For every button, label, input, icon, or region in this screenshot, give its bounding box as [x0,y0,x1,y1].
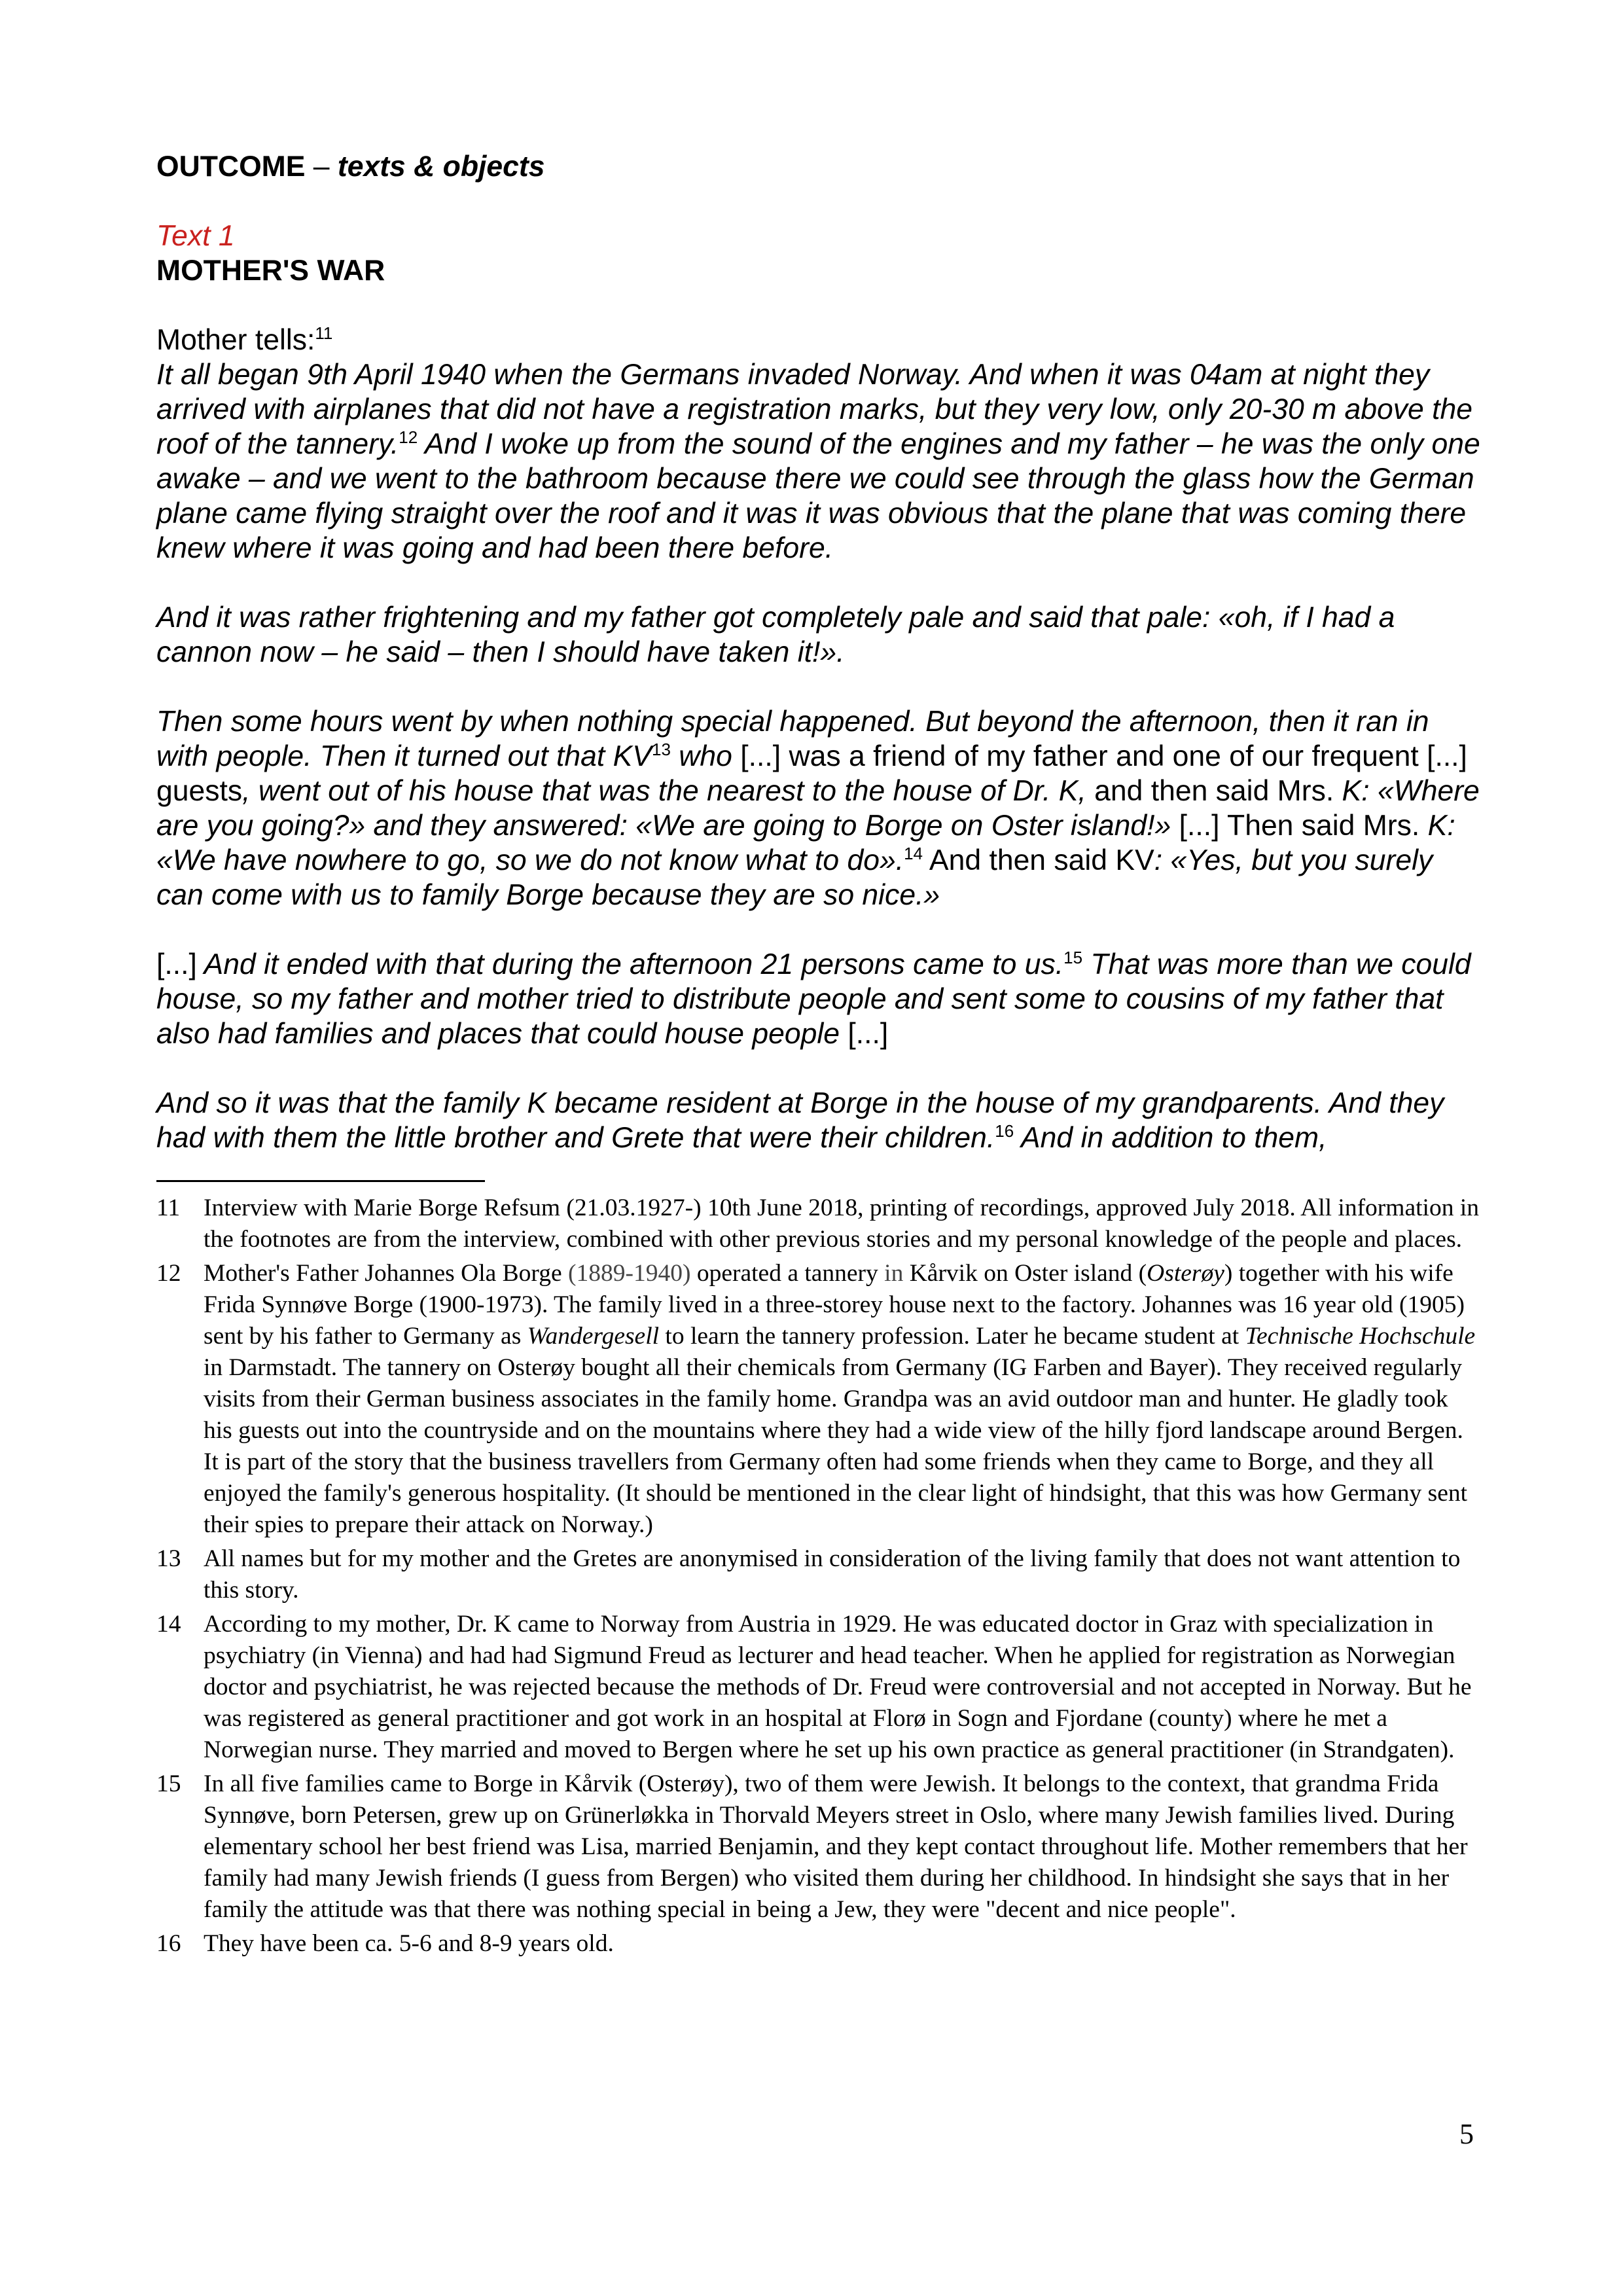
p4-s1: [...] [156,948,197,980]
p3-s1: Then some hours went by when nothing special happened. But beyond the afternoon, then it ran in with people. Then it turned out that KV [156,706,1429,772]
footnote-number: 14 [156,1611,181,1638]
fn12-j: in Darmstadt. The tannery on Osterøy bought all their chemicals from Germany (IG Farben and Bayer). They received regularly visits from their German business associates in the family home. Grandpa was an avid outdoor man and hunter. He gladly took his guests out into the countryside and on the mountains where they had a wide view of the hilly fjord landscape around Bergen. It is part of the story that the business travellers from Germany often had some friends when they came to Borge, and they all enjoyed the family's generous hospitality. (It should be mentioned in the clear light of hindsight, that this was how Germany sent their spies to prepare their attack on Norway.) [204,1354,1468,1538]
footnote-number: 13 [156,1545,181,1572]
p3-s2: who [670,740,741,772]
p5-text-a: And so it was that the family K became resident at Borge in the house of my grandparents. And they had with them the little brother and Grete that were their children. [156,1087,1444,1154]
p3-s6: K: «Where are you going?» and they answered: «We are going to Borge on Oster island!» [156,775,1480,842]
footnote-text: All names but for my mother and the Gretes are anonymised in consideration of the living family that does not want attention to this story. [204,1545,1461,1604]
fn12-e: Osterøy [1147,1260,1224,1287]
p4-s4: [...] [840,1018,889,1050]
footnote-number: 15 [156,1770,181,1797]
heading-subtitle: texts & objects [337,151,545,183]
main-text [156,149,1482,1155]
p3-s8: K: «We have nowhere to go, so we do not know what to do». [156,810,1455,876]
fn12-h: to learn the tannery profession. Later he became student at [659,1323,1245,1350]
footnote-text: They have been ca. 5-6 and 8-9 years old. [204,1930,614,1957]
fn12-a: Mother's Father Johannes Ola Borge [204,1260,569,1287]
p3-s9: And then said KV [923,844,1154,876]
paragraph-2: And it was rather frightening and my father got completely pale and said that pale: «oh, if I had a cannon now – he said – then I should have taken it!». [156,601,1395,668]
p3-s7: [...] Then said Mrs. [1171,810,1428,842]
footnote-12 [156,1258,1482,1541]
footnote-13 [156,1543,1482,1606]
footnote-ref-15[interactable]: 15 [1063,948,1083,968]
footnote-ref-13[interactable]: 13 [651,740,671,760]
paragraph-1 [156,357,1482,565]
heading-dash: – [305,151,338,183]
footnote-11 [156,1193,1482,1255]
p3-s5: and then said Mrs. [1086,775,1342,807]
footnote-ref-14[interactable]: 14 [904,844,923,864]
p3-s10: : «Yes, but you surely can come with us to family Borge because they are so nice.» [156,844,1433,911]
fn12-g: Wandergesell [527,1323,660,1350]
footnote-14 [156,1609,1482,1766]
page-number: 5 [1459,2118,1474,2150]
footnote-number: 11 [156,1194,181,1221]
fn12-i: Technische Hochschule [1245,1323,1476,1350]
text-label: Text 1 [156,220,235,252]
footnote-text [204,1258,1482,1541]
heading-outcome: OUTCOME [156,151,306,183]
p1-text-b: And I woke up from the sound of the engines and my father – he was the only one awake – and we went to the bathroom because there we could see through the glass how the German plane came flying straight over the roof and it was it was obvious that the plane that was coming there knew where it was going and had been there before. [156,428,1480,564]
p3-s3: [...] was a friend of my father and one of our frequent [...] guests [156,740,1467,807]
footnote-ref-16[interactable]: 16 [995,1121,1014,1141]
p5-text-b: And in addition to them, [1014,1122,1327,1154]
footnote-separator [156,1180,485,1182]
fn12-d: Kårvik on Oster island ( [903,1260,1147,1287]
intro-text: Mother tells: [156,324,315,356]
footnote-ref-11[interactable]: 11 [315,323,333,344]
footnote-ref-12[interactable]: 12 [399,427,418,448]
footnote-text: Interview with Marie Borge Refsum (21.03.1927-) 10th June 2018, printing of recordings, approved July 2018. All information in the footnotes are from the interview, combined with other previous stories and my personal knowledge of the people and places. [204,1194,1479,1253]
fn12-f: ) together with his wife Frida Synnøve Borge (1900-1973). The family lived in a three-storey house next to the factory. Johannes was 16 year old (1905) sent by his father to Germany as [204,1260,1465,1350]
page-title: MOTHER'S WAR [156,255,385,287]
section-heading [156,149,1482,184]
p1-text-a: It all began 9th April 1940 when the Germans invaded Norway. And when it was 04am at night they arrived with airplanes that did not have a registration marks, but they very low, only 20-30 m above the roof of the tannery. [156,359,1472,460]
fn12-b: operated a tannery [690,1260,885,1287]
paragraph-5 [156,1086,1482,1155]
footnote-number: 16 [156,1930,181,1957]
footnote-number: 12 [156,1260,181,1287]
footnotes [156,1193,1482,1962]
p3-s4: , went out of his house that was the nearest to the house of Dr. K, [242,775,1086,807]
intro-line [156,323,1482,357]
footnote-text: In all five families came to Borge in Kårvik (Osterøy), two of them were Jewish. It belongs to the context, that grandma Frida Synnøve, born Petersen, grew up on Grünerløkka in Thorvald Meyers street in Oslo, where many Jewish families lived. During elementary school her best friend was Lisa, married Benjamin, and they kept contact throughout life. Mother remembers that her family had many Jewish friends (I guess from Bergen) who visited them during her childhood. In hindsight she says that in her family the attitude was that there was nothing special in being a Jew, they were "decent and nice people". [204,1770,1468,1923]
p4-s3: That was more than we could house, so my father and mother tried to distribute people and sent some to cousins of my father that also had families and places that could house people [156,948,1471,1050]
fn12-c: in [884,1260,904,1287]
footnote-15 [156,1768,1482,1926]
fn12-years: (1889-1940) [568,1260,691,1287]
footnote-text: According to my mother, Dr. K came to Norway from Austria in 1929. He was educated doctor in Graz with specialization in psychiatry (in Vienna) and had had Sigmund Freud as lecturer and head teacher. When he applied for registration as Norwegian doctor and psychiatrist, he was rejected because the methods of Dr. Freud were controversial and not accepted in Norway. But he was registered as general practitioner and got work in an hospital at Florø in Sogn and Fjordane (county) where he met a Norwegian nurse. They married and moved to Bergen where he set up his own practice as general practitioner (in Strandgaten). [204,1611,1472,1763]
p4-s2: And it ended with that during the afternoon 21 persons came to us. [196,948,1064,980]
footnote-16 [156,1928,1482,1960]
paragraph-4 [156,947,1482,1051]
paragraph-3 [156,704,1482,912]
